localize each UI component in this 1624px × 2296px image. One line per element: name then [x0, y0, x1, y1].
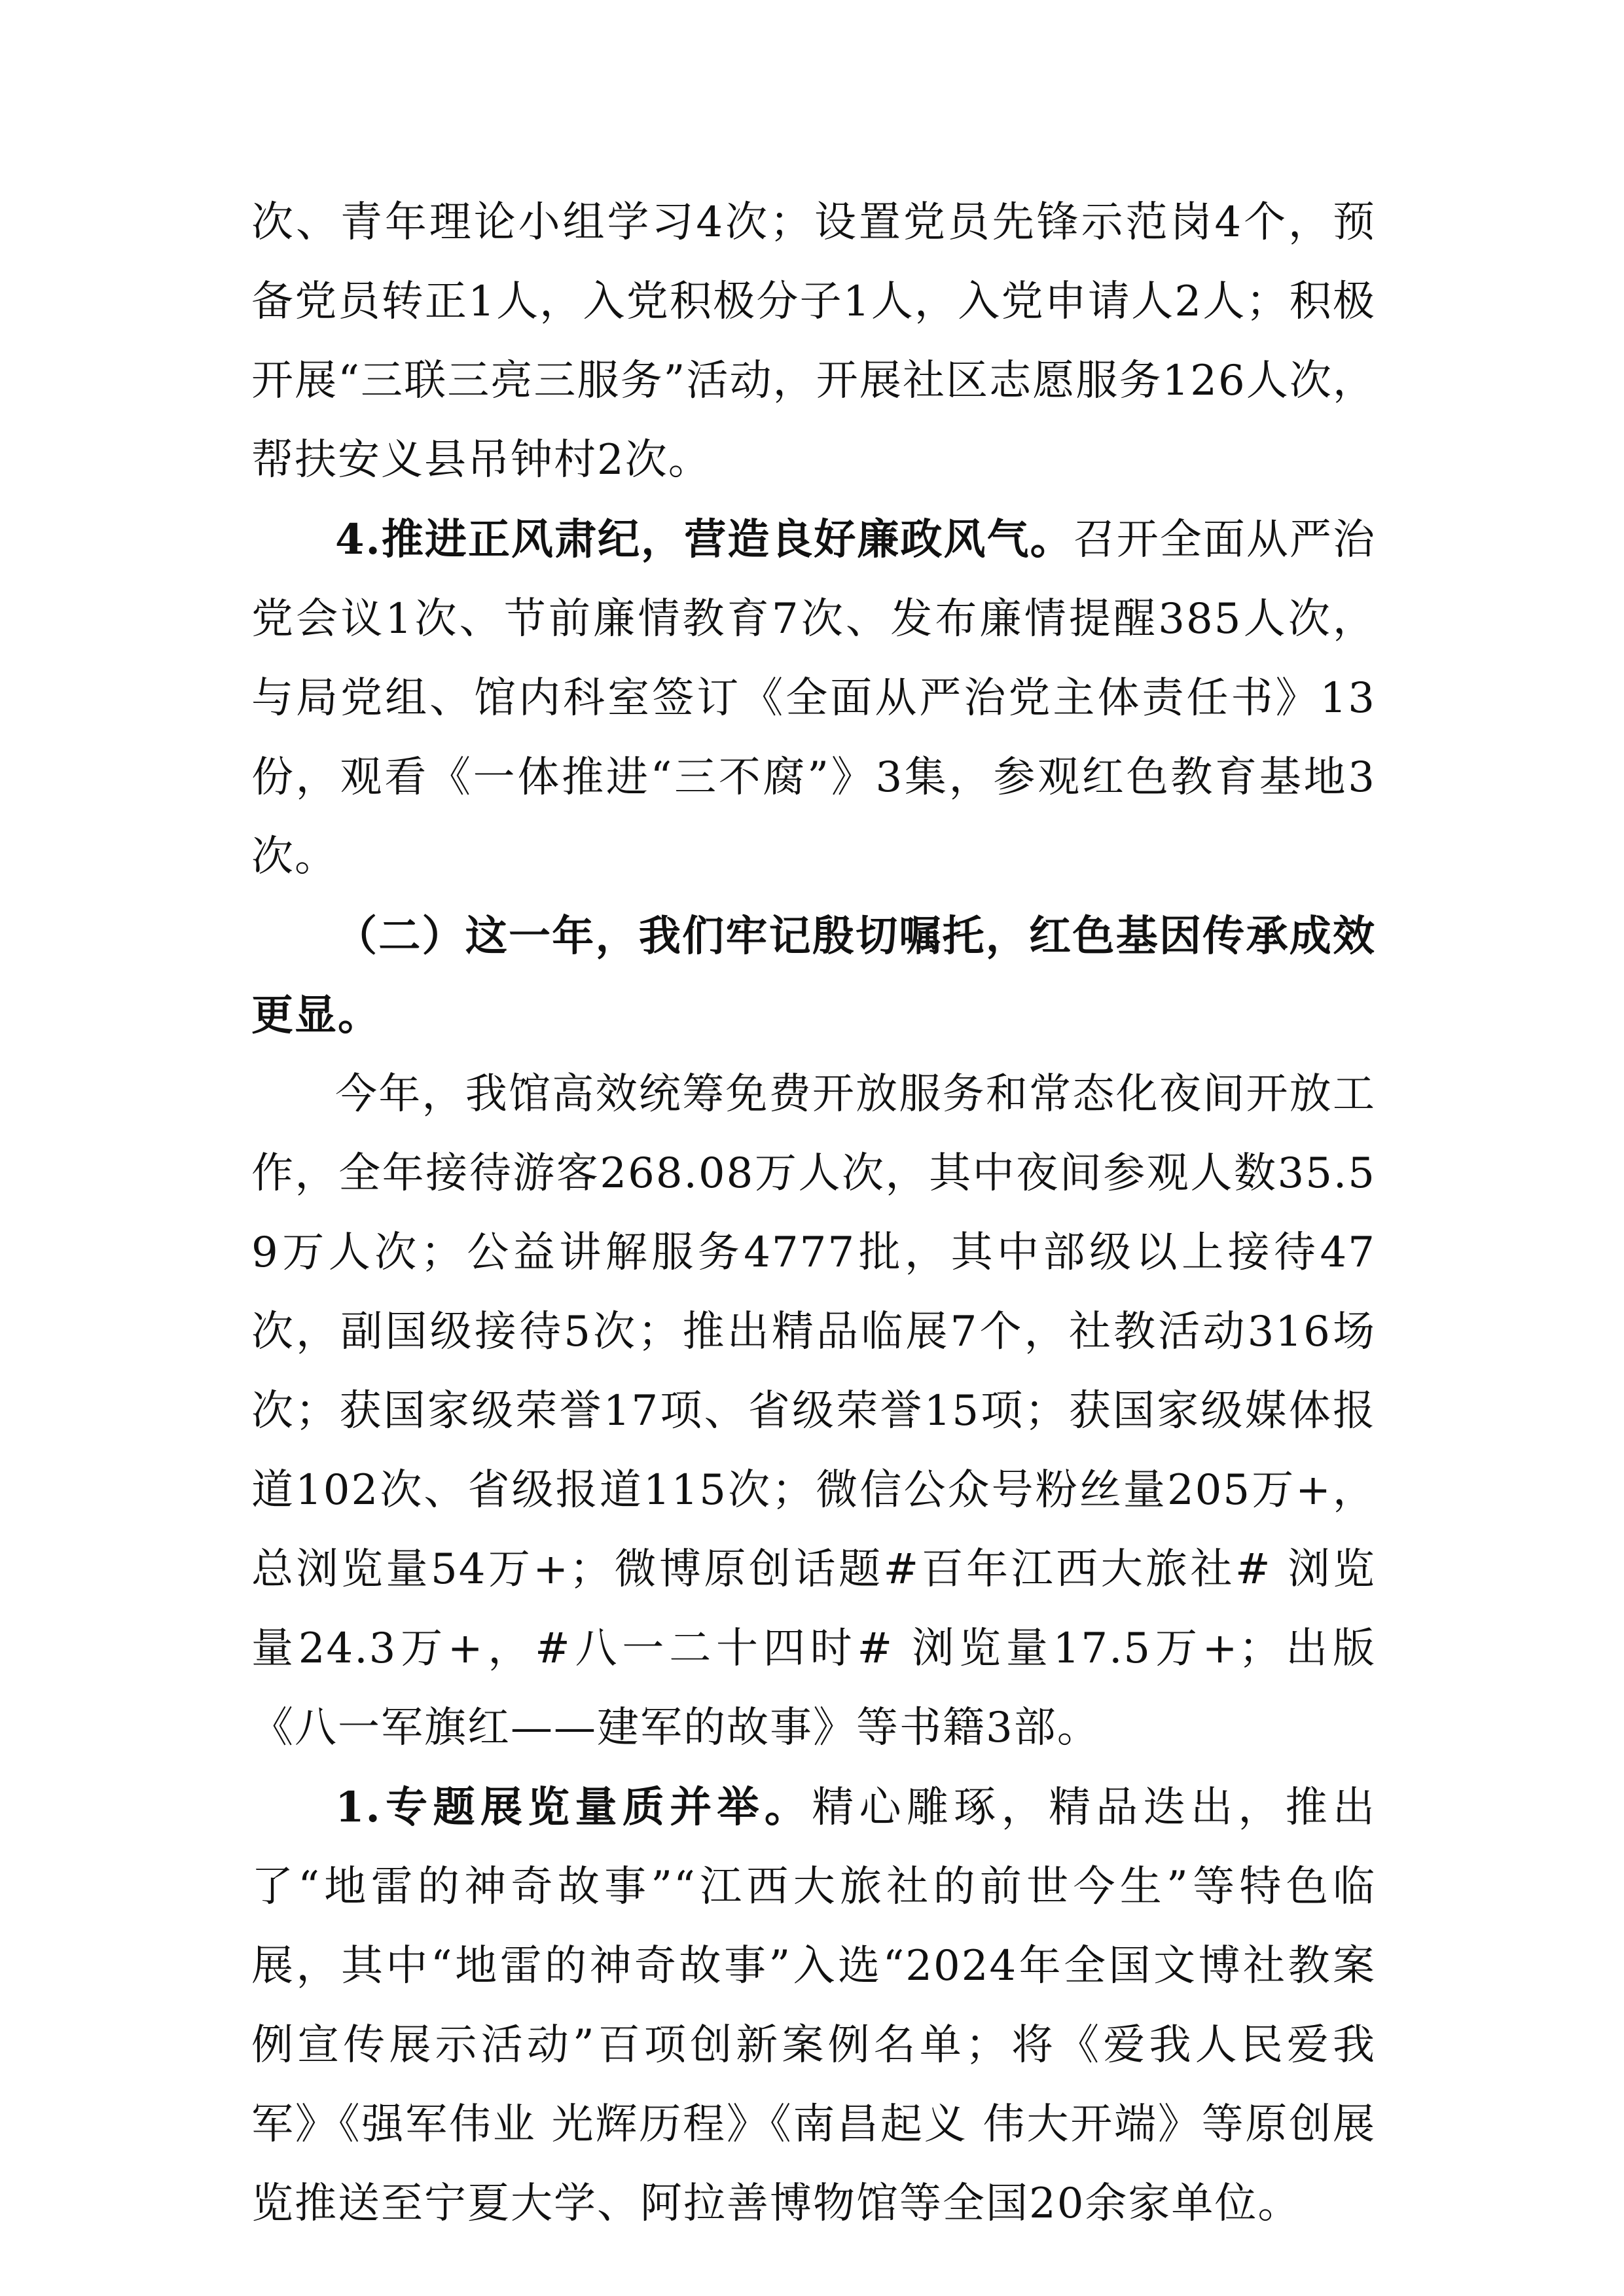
section-title-red-gene — [251, 897, 1376, 1055]
section-heading: 1.专题展览量质并举。 — [335, 1783, 812, 1832]
paragraph-discipline — [251, 500, 1376, 897]
paragraph-party-activities — [251, 183, 1376, 500]
section-heading: （二）这一年，我们牢记殷切嘱托，红色基因传承成效更显。 — [251, 912, 1376, 1040]
paragraph-text: 次、青年理论小组学习4次；设置党员先锋示范岗4个，预备党员转正1人，入党积极分子1人，入党申请人2人；积极开展“三联三亮三服务”活动，开展社区志愿服务126人次，帮扶安义县吊钟村2次。 — [251, 198, 1376, 484]
paragraph-annual-statistics — [251, 1055, 1376, 1768]
section-heading: 4.推进正风肃纪，营造良好廉政风气。 — [335, 515, 1074, 564]
paragraph-text: 精心雕琢，精品迭出，推出了“地雷的神奇故事”“江西大旅社的前世今生”等特色临展，其中“地雷的神奇故事”入选“2024年全国文博社教案例宣传展示活动”百项创新案例名单；将《爱我人民爱我军》《强军伟业 光辉历程》《南昌起义 伟大开端》等原创展览推送至宁夏大学、阿拉善博物馆等全国20余家单位。 — [251, 1784, 1376, 2228]
paragraph-text: 今年，我馆高效统筹免费开放服务和常态化夜间开放工作，全年接待游客268.08万人次，其中夜间参观人数35.59万人次；公益讲解服务4777批，其中部级以上接待47次，副国级接待5次；推出精品临展7个，社教活动316场次；获国家级荣誉17项、省级荣誉15项；获国家级媒体报道102次、省级报道115次；微信公众号粉丝量205万+，总浏览量54万+；微博原创话题#百年江西大旅社# 浏览量24.3万+，#八一二十四时# 浏览量17.5万+；出版《八一军旗红——建军的故事》等书籍3部。 — [251, 1070, 1376, 1752]
paragraph-exhibitions — [251, 1768, 1376, 2244]
document-page — [251, 183, 1376, 2244]
paragraph-text: 召开全面从严治党会议1次、节前廉情教育7次、发布廉情提醒385人次，与局党组、馆内科室签订《全面从严治党主体责任书》13份，观看《一体推进“三不腐”》3集，参观红色教育基地3次。 — [251, 516, 1377, 881]
